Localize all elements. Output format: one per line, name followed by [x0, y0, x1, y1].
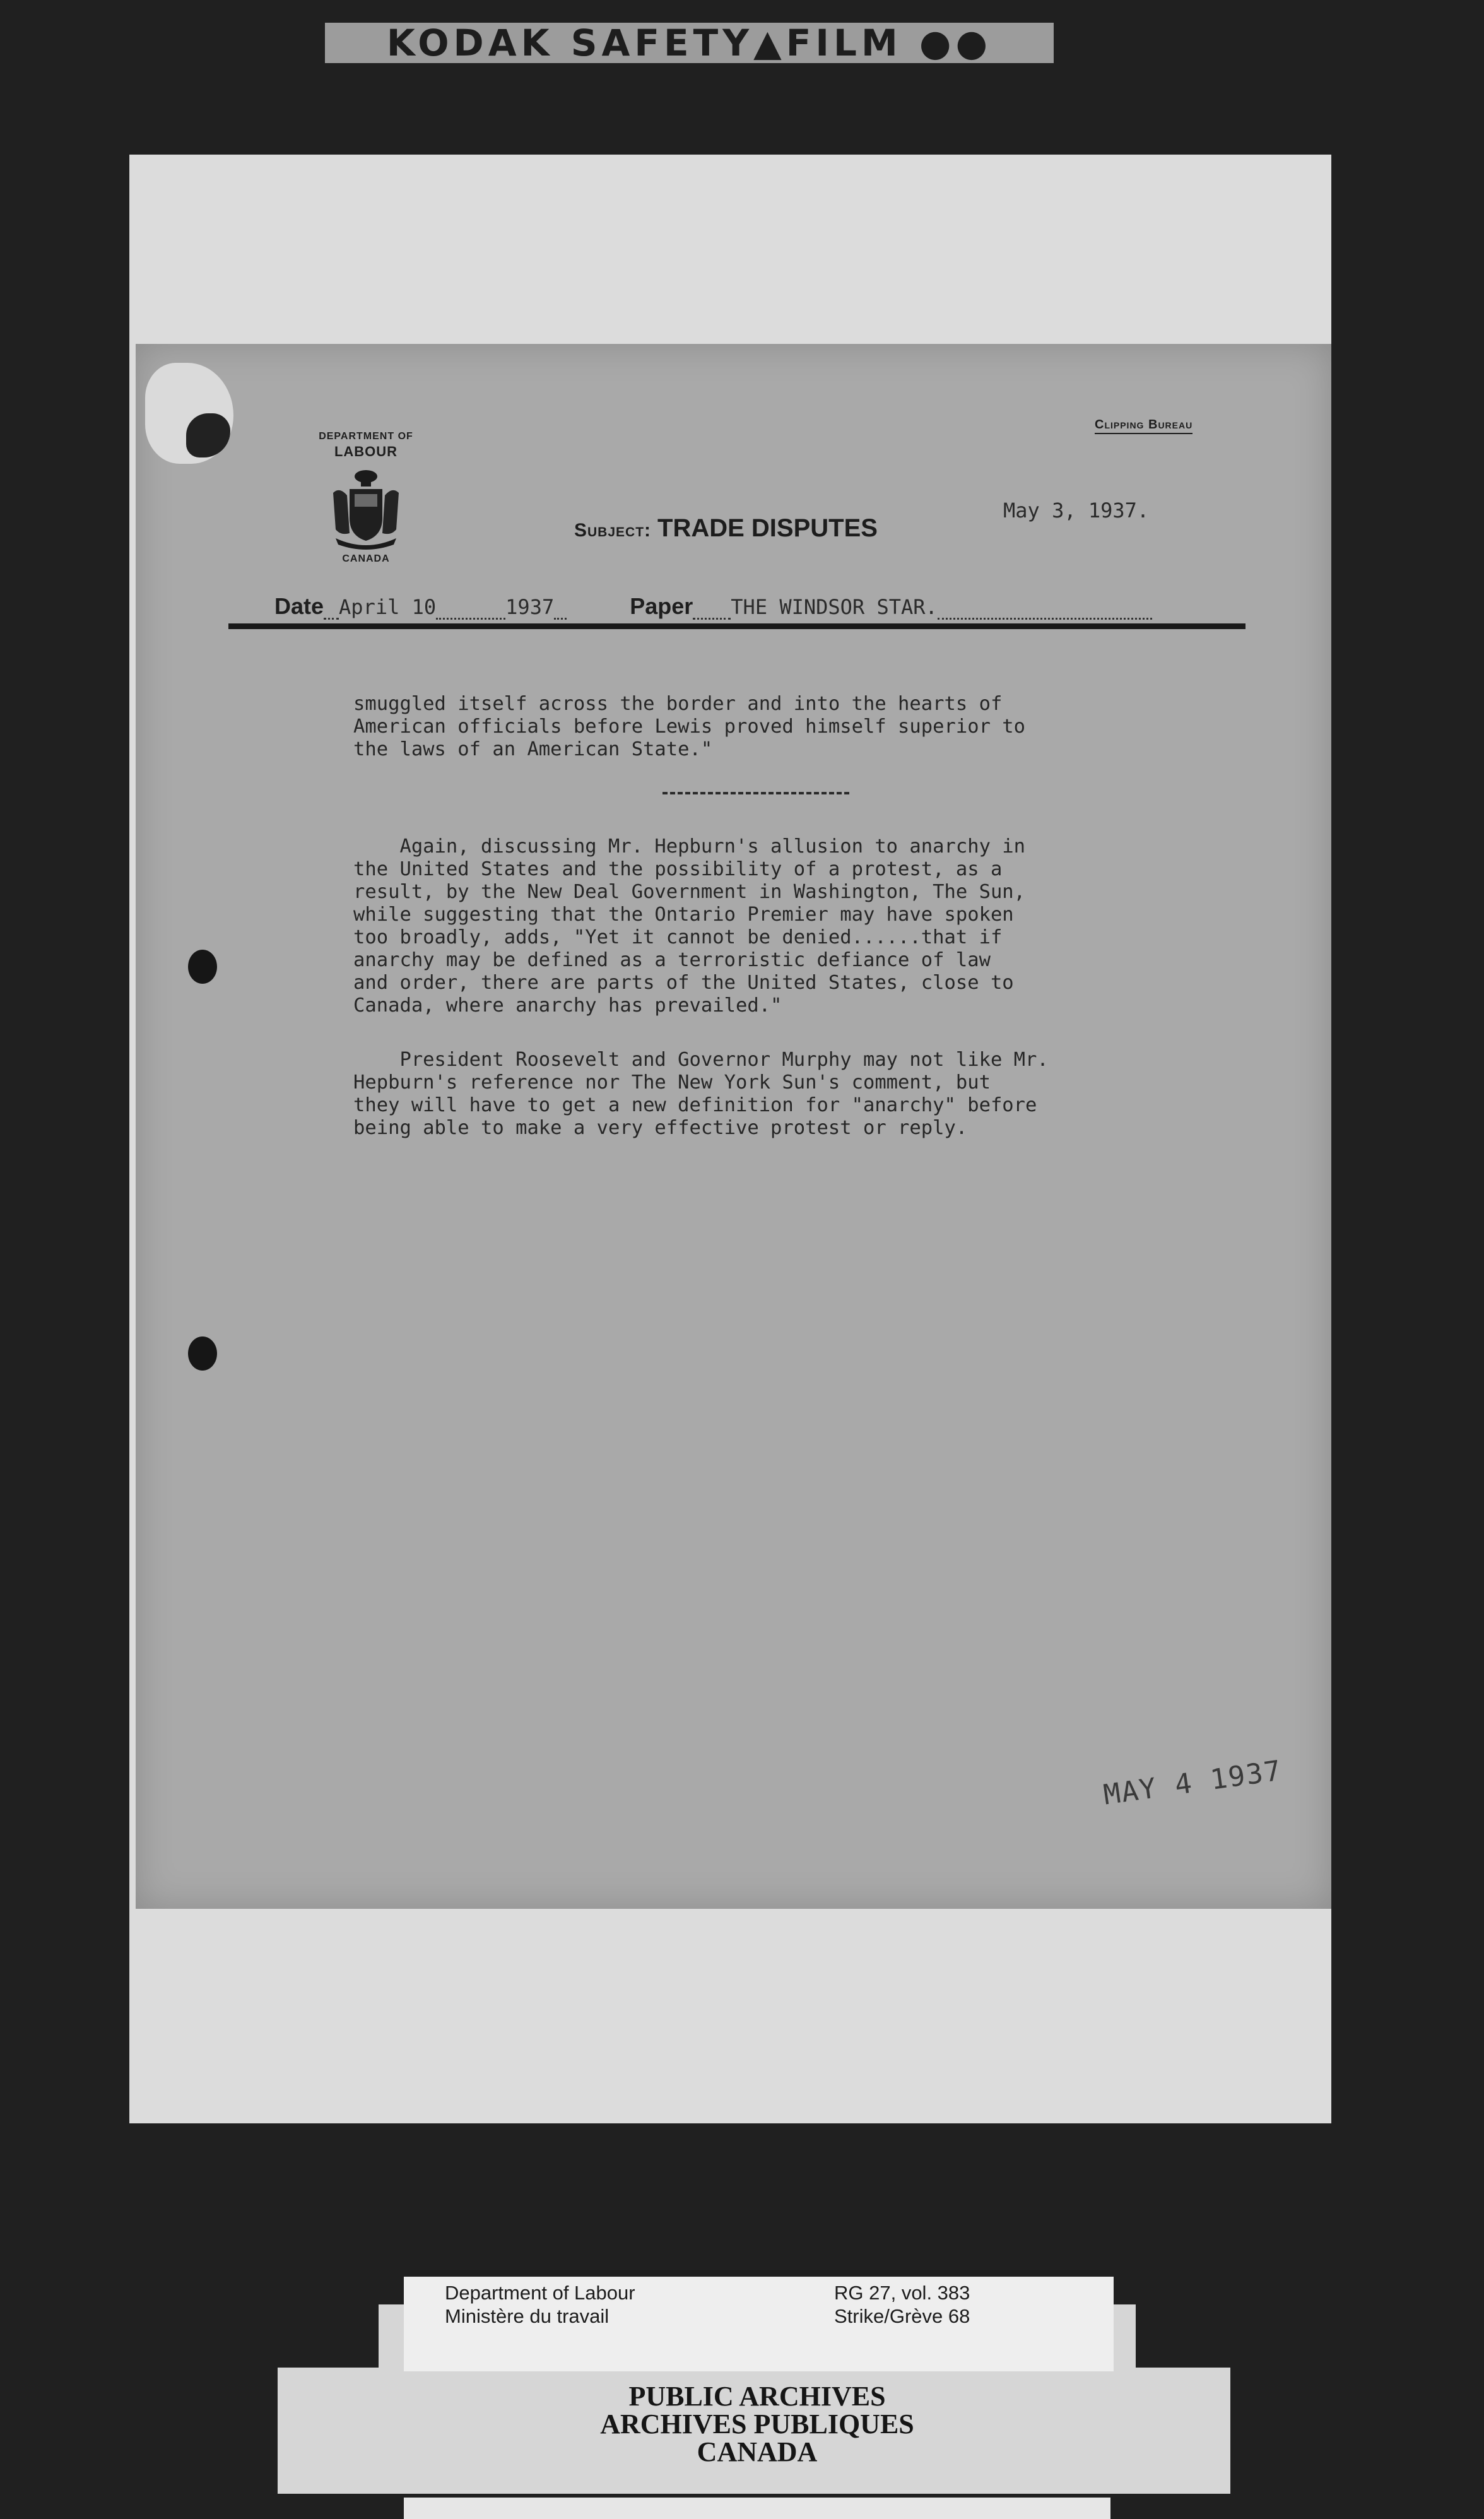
date-paper-line [274, 593, 1246, 618]
paragraph-roosevelt: President Roosevelt and Governor Murphy may not like Mr. Hepburn's reference nor The New York Sun's comment, but they will have to get a new definition for "anarchy" before being able to make a very effective protest or reply. [353, 1049, 1049, 1139]
dept-en: Department of Labour [445, 2282, 635, 2304]
department-line1: DEPARTMENT OF [319, 431, 413, 442]
film-edge-header: KODAK SAFETY▲FILM ●● [325, 23, 1054, 63]
archive-reference [834, 2281, 970, 2328]
punch-hole [188, 1336, 217, 1371]
archives-en: PUBLIC ARCHIVES [628, 2381, 886, 2412]
punch-hole [188, 950, 217, 984]
paragraph-anarchy: Again, discussing Mr. Hepburn's allusion to anarchy in the United States and the possibility of a protest, as a result, by the New Deal Government in Washington, The Sun, while suggesting that the Ontario Premier may have spoken too broadly, adds, "Yet it cannot be denied......that if anarchy may be defined as a terroristic defiance of law and order, there are parts of the United States, close to Canada, where anarchy has prevailed." [353, 835, 1026, 1017]
typed-date: May 3, 1937. [1003, 498, 1150, 522]
department-block [297, 431, 435, 565]
received-date-stamp: MAY 4 1937 [1101, 1754, 1285, 1812]
section-separator [662, 792, 849, 794]
date-value: April 10 [339, 595, 437, 619]
department-country: CANADA [342, 553, 390, 564]
clipping-bureau-label: Clipping Bureau [1095, 418, 1192, 434]
subject-value: TRADE DISPUTES [657, 514, 878, 542]
coat-of-arms-icon [327, 468, 405, 550]
heading-rule [228, 623, 1246, 629]
paper-value: THE WINDSOR STAR. [731, 595, 938, 619]
label-notch-right [1136, 2304, 1230, 2368]
opening-quote: smuggled itself across the border and into the hearts of American officials before Lewis proved himself superior to the laws of an American State." [353, 693, 1026, 760]
record-group: RG 27, vol. 383 [834, 2282, 970, 2304]
label-bottom-strip [404, 2498, 1110, 2519]
archives-country: CANADA [697, 2436, 818, 2467]
strike-number: Strike/Grève 68 [834, 2305, 970, 2327]
paper-label: Paper [630, 593, 693, 619]
subject-label: Subject: [574, 520, 652, 541]
subject-heading [574, 514, 878, 543]
archive-department [445, 2281, 635, 2328]
year-value: 1937 [505, 595, 555, 619]
dept-fr: Ministère du travail [445, 2305, 610, 2327]
archives-fr: ARCHIVES PUBLIQUES [600, 2409, 914, 2439]
department-line2: LABOUR [334, 444, 398, 459]
date-label: Date [274, 593, 324, 619]
label-notch-left [278, 2304, 379, 2368]
public-archives-title [404, 2383, 1110, 2466]
